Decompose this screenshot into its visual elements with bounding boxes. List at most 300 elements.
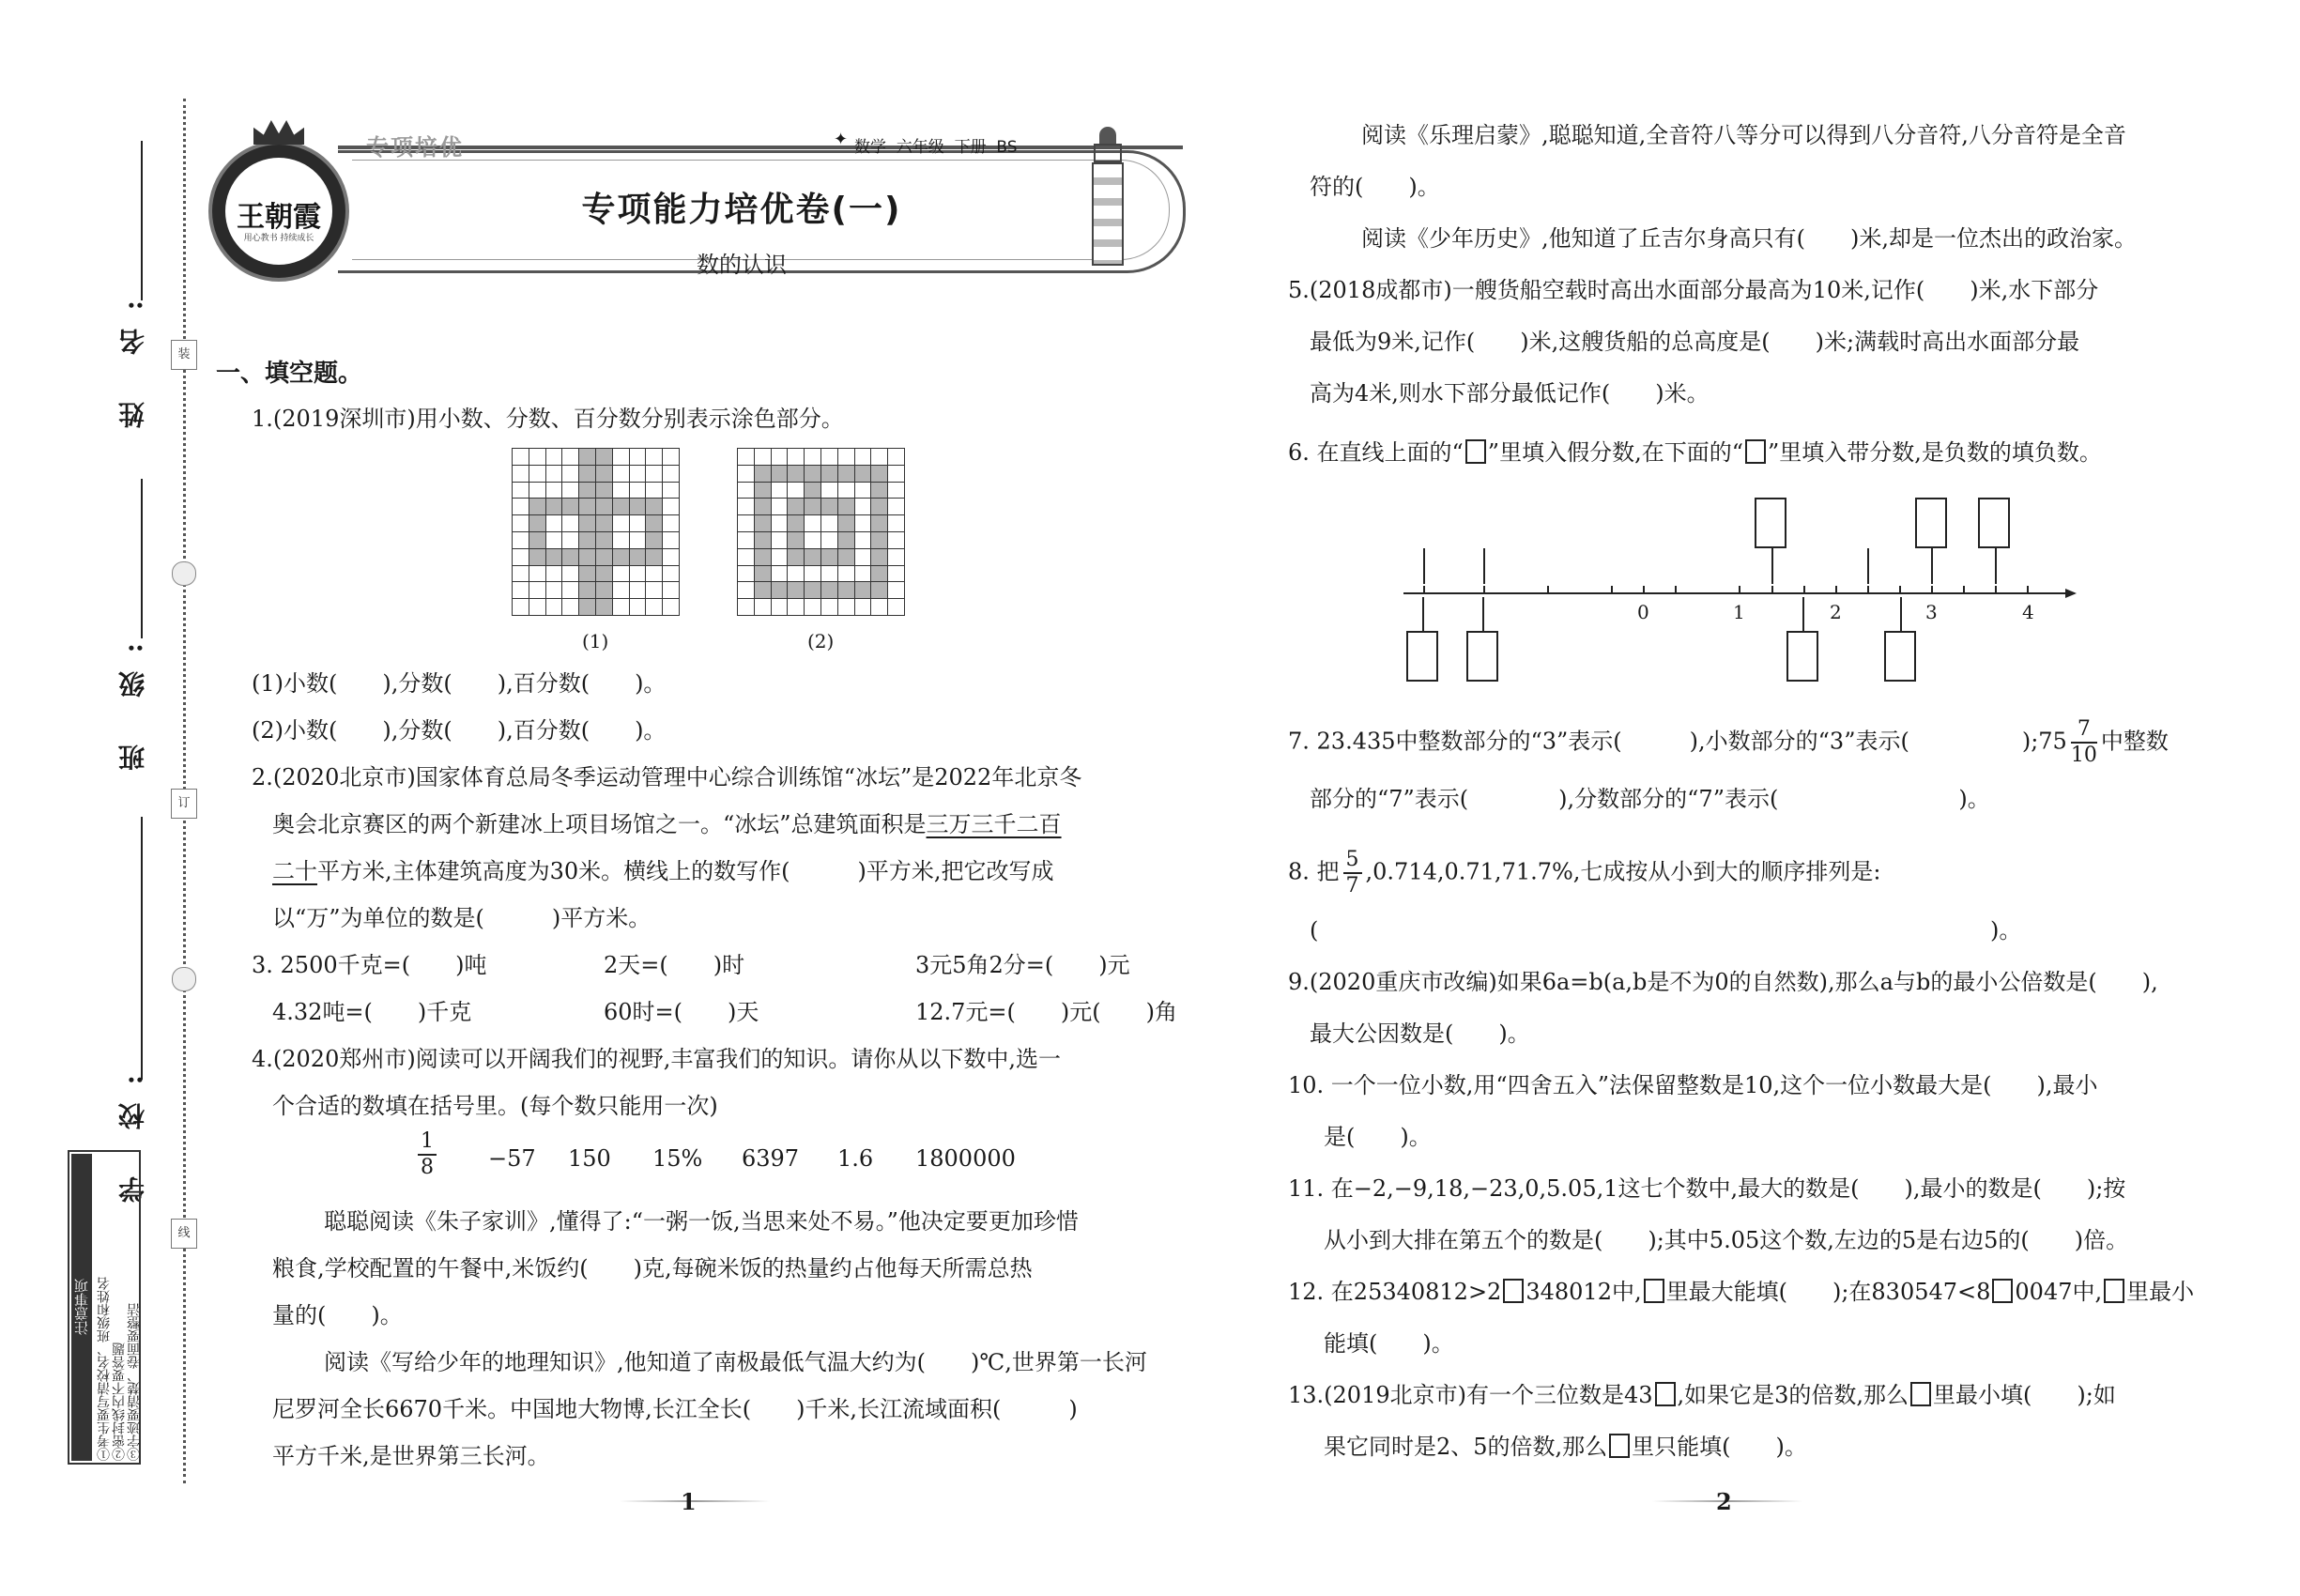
grid-cell <box>854 598 872 616</box>
grid-cell <box>887 482 905 499</box>
grid-cell <box>662 565 680 583</box>
name-label: 姓 名: <box>117 282 148 429</box>
q7-line-1-text: 7. 23.435中整数部分的“3”表示( ),小数部分的“3”表示( );75 <box>1288 728 2067 755</box>
grid-cell <box>645 581 663 599</box>
grid-cell <box>887 598 905 616</box>
q3-item-e[interactable]: 60时=( )天 <box>604 999 759 1025</box>
number-line-tick <box>2027 586 2029 594</box>
q13-text-l2b: 里只能填( )。 <box>1632 1434 1807 1460</box>
grid-cell <box>754 465 772 483</box>
number-line-label: 1 <box>1733 601 1745 623</box>
grid-cell <box>771 465 789 483</box>
grid-cell <box>737 565 755 583</box>
grid-cell <box>837 514 855 532</box>
q6-text-a: 6. 在直线上面的“ <box>1288 439 1464 466</box>
grid-cell <box>854 514 872 532</box>
q4-para4-line1[interactable]: 阅读《少年历史》,他知道了丘吉尔身高只有( )米,却是一位杰出的政治家。 <box>1361 225 2137 252</box>
grid-cell <box>854 548 872 566</box>
grid-cell <box>545 565 563 583</box>
grid-cell <box>771 448 789 466</box>
grid-cell <box>837 482 855 499</box>
q4-number: −57 <box>488 1145 536 1172</box>
grid-cell <box>595 514 613 532</box>
grid-cell <box>887 448 905 466</box>
grid-cell <box>612 548 630 566</box>
grid-cell <box>662 482 680 499</box>
grid-cell <box>804 531 821 549</box>
grid-cell <box>595 448 613 466</box>
grid-cell <box>771 514 789 532</box>
q2-line-3-text: 平方米,主体建筑高度为30米。横线上的数写作( )平方米,把它改写成 <box>317 858 1054 884</box>
number-line-marks <box>1399 488 2093 695</box>
grid-cell <box>612 531 630 549</box>
grid-cell <box>578 448 596 466</box>
grid-cell <box>545 514 563 532</box>
q7-frac-den: 10 <box>2070 744 2097 767</box>
arrow-down-icon <box>1423 548 1425 584</box>
grid-cell <box>804 598 821 616</box>
number-line-tick <box>1899 586 1901 594</box>
grid-cell <box>629 498 647 515</box>
grid-cell <box>645 598 663 616</box>
grid-cell <box>820 514 838 532</box>
grid-cell <box>737 482 755 499</box>
grid-cell <box>595 581 613 599</box>
grid-cell <box>837 498 855 515</box>
grid-cell <box>561 465 579 483</box>
number-line-label: 4 <box>2022 601 2034 623</box>
grid-cell <box>512 581 529 599</box>
square-icon <box>1910 1382 1931 1406</box>
class-label: 班 级: <box>117 624 148 772</box>
notice-item: ①考生要写清校名、班级和姓名 <box>97 1277 112 1461</box>
grid-cell <box>820 531 838 549</box>
grid-cell <box>737 531 755 549</box>
q5-line-1[interactable]: 5.(2018成都市)一艘货船空载时高出水面部分最高为10米,记作( )米,水下部分 <box>1288 277 2099 303</box>
seal-char-2: 订 <box>171 789 197 819</box>
grid-cell <box>804 498 821 515</box>
grid-figure-2 <box>737 448 904 615</box>
grid-cell <box>787 548 805 566</box>
grid-cell <box>804 514 821 532</box>
grid-cell <box>529 598 546 616</box>
q12-line-2[interactable]: 能填( )。 <box>1324 1330 1454 1357</box>
grid-cell <box>595 598 613 616</box>
grid-cell <box>804 482 821 499</box>
grid-cell <box>545 482 563 499</box>
grid-cell <box>870 482 888 499</box>
q8-frac-den: 7 <box>1345 874 1359 898</box>
number-line-tick <box>1739 586 1740 594</box>
grid-cell <box>595 565 613 583</box>
school-line[interactable] <box>141 817 143 1080</box>
q7-line-2[interactable]: 部分的“7”表示( ),分数部分的“7”表示( )。 <box>1310 786 1990 812</box>
name-line[interactable] <box>141 141 143 300</box>
q11-line-1[interactable]: 11. 在−2,−9,18,−23,0,5.05,1这七个数中,最大的数是( ),最小的数是( );按 <box>1288 1175 2126 1202</box>
q13-text-l2a: 果它同时是2、5的倍数,那么 <box>1324 1434 1608 1460</box>
q4-number: 6397 <box>742 1145 800 1172</box>
grid-cell <box>754 514 772 532</box>
grid-cell <box>645 482 663 499</box>
grid-cell <box>529 581 546 599</box>
grid-cell <box>545 465 563 483</box>
grid-cell <box>754 581 772 599</box>
answer-box-above[interactable] <box>1755 498 1786 548</box>
q2-line-2 <box>272 809 1062 839</box>
number-line-label: 0 <box>1637 601 1649 623</box>
q5-line-2[interactable]: 最低为9米,记作( )米,这艘货船的总高度是( )米;满载时高出水面部分最 <box>1310 329 2080 355</box>
grid-cell <box>529 448 546 466</box>
notice-box <box>68 1150 141 1465</box>
grid-cell <box>737 581 755 599</box>
grid-cell <box>545 498 563 515</box>
notice-item: ②密封线内不要答题 <box>112 1343 127 1461</box>
grid-cell <box>787 531 805 549</box>
q13-text-a: 13.(2019北京市)有一个三位数是43 <box>1288 1382 1653 1408</box>
grid-cell <box>645 531 663 549</box>
grid-cell <box>512 548 529 566</box>
class-line[interactable] <box>141 479 143 638</box>
q6-text-b: ”里填入假分数,在下面的“ <box>1487 439 1743 466</box>
grid-cell <box>754 448 772 466</box>
q6-text <box>1288 437 2102 468</box>
grid-cell <box>787 448 805 466</box>
grid-cell <box>595 531 613 549</box>
grid-cell <box>854 448 872 466</box>
grid-cell <box>595 465 613 483</box>
grid-cell <box>662 598 680 616</box>
grid-cell <box>529 565 546 583</box>
grid-cell <box>561 498 579 515</box>
grid-cell <box>854 465 872 483</box>
q4-number: 15% <box>652 1145 703 1172</box>
grid-cell <box>629 548 647 566</box>
grid-cell <box>804 448 821 466</box>
binding-hole <box>172 561 196 586</box>
q12-line-1[interactable] <box>1288 1277 2194 1307</box>
q9-line-2[interactable]: 最大公因数是( )。 <box>1310 1021 1530 1047</box>
q2-line-4[interactable]: 以“万”为单位的数是( )平方米。 <box>272 905 652 931</box>
grid-cell <box>737 498 755 515</box>
arrow-up-icon <box>1422 597 1424 631</box>
grid-cell <box>854 482 872 499</box>
q13-line-2[interactable] <box>1324 1432 1807 1462</box>
q3-item-b[interactable]: 2天=( )时 <box>604 952 745 978</box>
grid-cell <box>629 448 647 466</box>
q4-number: 1800000 <box>915 1145 1016 1172</box>
grid-cell <box>545 448 563 466</box>
header-rule <box>338 146 1183 149</box>
q3-item-c[interactable]: 3元5角2分=( )元 <box>915 952 1130 978</box>
q13-line-1[interactable] <box>1288 1380 2116 1410</box>
square-icon <box>1644 1279 1664 1303</box>
q13-text-c: 里最小填( );如 <box>1933 1382 2116 1408</box>
grid-cell <box>561 448 579 466</box>
number-line-tick <box>1423 586 1425 594</box>
grid-cell <box>854 531 872 549</box>
answer-box-below[interactable] <box>1786 631 1818 682</box>
q1-answer-2[interactable]: (2)小数( ),分数( ),百分数( )。 <box>252 717 667 744</box>
sparkle-icon: ✦ <box>834 130 849 149</box>
grid-cell <box>645 498 663 515</box>
q1-answer-1[interactable]: (1)小数( ),分数( ),百分数( )。 <box>252 670 667 697</box>
grid-cell <box>887 465 905 483</box>
q7-line-1[interactable] <box>1288 719 2169 766</box>
grid-cell <box>561 514 579 532</box>
square-icon <box>1992 1279 2013 1303</box>
grid-cell <box>820 448 838 466</box>
number-line-tick <box>1931 586 1933 594</box>
grid-cell <box>662 498 680 515</box>
grid-cell <box>771 565 789 583</box>
answer-box-above[interactable] <box>1915 498 1947 548</box>
grid-cell <box>820 581 838 599</box>
grid-figure-1 <box>512 448 679 615</box>
number-line-label: 3 <box>1925 601 1938 623</box>
grid-cell <box>820 565 838 583</box>
grid-caption-1: (1) <box>582 630 609 652</box>
page-number-2: 2 <box>1716 1488 1732 1515</box>
answer-box-below[interactable] <box>1406 631 1438 682</box>
grid-cell <box>754 498 772 515</box>
number-line-tick <box>1547 586 1549 594</box>
q4-para2-line3: 平方千米,是世界第三长河。 <box>272 1443 550 1469</box>
grid-cell <box>820 465 838 483</box>
arrow-down-icon <box>1483 548 1485 584</box>
grid-cell <box>787 498 805 515</box>
grid-cell <box>629 565 647 583</box>
grid-cell <box>870 498 888 515</box>
grid-cell <box>737 465 755 483</box>
grid-cell <box>629 531 647 549</box>
grid-cell <box>837 548 855 566</box>
q8-frac-num: 5 <box>1343 850 1362 874</box>
number-line-label: 2 <box>1830 601 1842 623</box>
grid-cell <box>629 598 647 616</box>
grid-cell <box>837 598 855 616</box>
grid-cell <box>754 548 772 566</box>
grid-cell <box>804 548 821 566</box>
school-label: 学 校: <box>117 1056 148 1204</box>
grid-cell <box>737 514 755 532</box>
crown-icon <box>253 120 304 145</box>
grid-cell <box>529 465 546 483</box>
grid-cell <box>662 514 680 532</box>
q1-text: 1.(2019深圳市)用小数、分数、百分数分别表示涂色部分。 <box>252 406 844 432</box>
grid-cell <box>854 581 872 599</box>
grid-cell <box>512 482 529 499</box>
grid-cell <box>561 548 579 566</box>
answer-box-above[interactable] <box>1978 498 2010 548</box>
notice-title: 注意事项 <box>71 1154 92 1461</box>
q5-line-3[interactable]: 高为4米,则水下部分最低记作( )米。 <box>1310 380 1710 407</box>
grid-cell <box>578 598 596 616</box>
grid-cell <box>629 581 647 599</box>
seal-char-1: 装 <box>171 340 197 370</box>
grid-cell <box>612 598 630 616</box>
q4-line-2: 个合适的数填在括号里。(每个数只能用一次) <box>272 1093 718 1119</box>
arrow-up-icon <box>1482 597 1484 631</box>
grid-cell <box>870 531 888 549</box>
number-line-tick <box>1611 586 1613 594</box>
q9-line-1[interactable]: 9.(2020重庆市改编)如果6a=b(a,b是不为0的自然数),那么a与b的最小公倍数是( ), <box>1288 969 2158 995</box>
grid-cell <box>529 514 546 532</box>
grid-cell <box>887 565 905 583</box>
grid-cell <box>771 598 789 616</box>
arrow-down-icon <box>1771 548 1773 584</box>
grid-cell <box>561 531 579 549</box>
grid-cell <box>612 581 630 599</box>
grid-cell <box>854 498 872 515</box>
q13-text-b: ,如果它是3的倍数,那么 <box>1677 1382 1909 1408</box>
arrow-up-icon <box>1900 597 1902 631</box>
grid-cell <box>837 531 855 549</box>
q8-answer-open[interactable]: ( <box>1310 917 1319 944</box>
q4-frac-num: 1 <box>418 1131 437 1156</box>
number-line-tick <box>1835 586 1837 594</box>
grid-cell <box>595 548 613 566</box>
grid-cell <box>771 498 789 515</box>
grid-cell <box>561 598 579 616</box>
q7-line-1-end: 中整数 <box>2100 728 2169 755</box>
grid-cell <box>595 498 613 515</box>
grid-cell <box>870 598 888 616</box>
q4-para2-line1[interactable]: 阅读《写给少年的地理知识》,他知道了南极最低气温大约为( )℃,世界第一长河 <box>324 1349 1147 1375</box>
grid-cell <box>804 581 821 599</box>
grid-cell <box>787 581 805 599</box>
grid-cell <box>578 531 596 549</box>
square-icon <box>2104 1279 2124 1303</box>
number-line-tick <box>1483 586 1485 594</box>
number-line-tick <box>1867 586 1869 594</box>
grid-cell <box>645 465 663 483</box>
q4-para1-line3[interactable]: 量的( )。 <box>272 1302 403 1328</box>
grid-cell <box>787 482 805 499</box>
grid-cell <box>837 581 855 599</box>
grid-cell <box>629 514 647 532</box>
number-line-tick <box>1963 586 1965 594</box>
grid-cell <box>662 531 680 549</box>
q10-line-2[interactable]: 是( )。 <box>1324 1124 1432 1150</box>
grid-cell <box>612 565 630 583</box>
grid-cell <box>629 482 647 499</box>
grid-cell <box>887 531 905 549</box>
grid-cell <box>820 598 838 616</box>
answer-box-below[interactable] <box>1884 631 1916 682</box>
grid-cell <box>754 598 772 616</box>
number-line-tick <box>1643 586 1645 594</box>
grid-cell <box>870 548 888 566</box>
grid-cell <box>578 581 596 599</box>
grid-cell <box>645 514 663 532</box>
q10-line-1[interactable]: 10. 一个一位小数,用“四舍五入”法保留整数是10,这个一位小数最大是( ),最小 <box>1288 1072 2098 1098</box>
q12-text-a: 12. 在25340812>2 <box>1288 1279 1502 1305</box>
grid-cell <box>512 498 529 515</box>
q3-item-d[interactable]: 4.32吨=( )千克 <box>272 999 472 1025</box>
square-icon <box>1609 1434 1630 1458</box>
q3-item-f[interactable]: 12.7元=( )元( )角 <box>915 999 1177 1025</box>
grid-cell <box>754 482 772 499</box>
number-line-tick <box>1675 586 1677 594</box>
arrow-down-icon <box>1867 548 1869 584</box>
grid-cell <box>645 548 663 566</box>
page-title: 专项能力培优卷(一) <box>581 191 902 229</box>
q8-answer-close: )。 <box>1990 917 2022 944</box>
q3-item-a[interactable]: 3. 2500千克=( )吨 <box>252 952 487 978</box>
grid-cell <box>820 498 838 515</box>
q4-frac-den: 8 <box>421 1156 434 1179</box>
q11-line-2[interactable]: 从小到大排在第五个的数是( );其中5.05这个数,左边的5是右边5的( )倍。 <box>1324 1227 2129 1253</box>
number-line-tick <box>1771 586 1773 594</box>
grid-cell <box>870 581 888 599</box>
q12-text-b: 348012中, <box>1526 1279 1642 1305</box>
q2-underlined-number-end: 二十 <box>272 858 317 884</box>
grid-cell <box>771 581 789 599</box>
q4-para1-line1: 聪聪阅读《朱子家训》,懂得了:“一粥一饭,当思来处不易。”他决定要更加珍惜 <box>324 1208 1079 1235</box>
grid-cell <box>662 548 680 566</box>
binding-hole <box>172 967 196 991</box>
q2-underlined-number: 三万三千二百 <box>926 811 1062 837</box>
q7-frac-num: 7 <box>2071 719 2097 744</box>
q2-line-1: 2.(2020北京市)国家体育总局冬季运动管理中心综合训练馆“冰坛”是2022年北京冬 <box>252 764 1082 790</box>
q8-text-a: 8. 把 <box>1288 858 1340 885</box>
q4-para1-line2[interactable]: 粮食,学校配置的午餐中,米饭约( )克,每碗米饭的热量约占他每天所需总热 <box>272 1255 1033 1281</box>
grid-cell <box>662 581 680 599</box>
q4-fraction <box>418 1131 437 1178</box>
q12-text-d: 0047中, <box>2015 1279 2103 1305</box>
q12-text-c: 里最大能填( );在830547<8 <box>1665 1279 1991 1305</box>
grid-cell <box>529 482 546 499</box>
seal-char-3: 线 <box>171 1219 197 1249</box>
grid-cell <box>529 531 546 549</box>
square-icon <box>1745 439 1766 464</box>
grid-cell <box>754 565 772 583</box>
grid-cell <box>870 465 888 483</box>
logo-subtext: 用心教书 持续成长 <box>243 234 314 243</box>
grid-cell <box>578 514 596 532</box>
grid-cell <box>804 565 821 583</box>
grid-cell <box>578 565 596 583</box>
arrow-down-icon <box>1995 548 1997 584</box>
grid-cell <box>820 548 838 566</box>
grid-cell <box>578 465 596 483</box>
grid-cell <box>545 548 563 566</box>
grid-cell <box>837 565 855 583</box>
page-subtitle: 数的认识 <box>697 252 787 278</box>
q4-para2-line2[interactable]: 尼罗河全长6670千米。中国地大物博,长江全长( )千米,长江流域面积( ) <box>272 1396 1078 1422</box>
q6-text-c: ”里填入带分数,是负数的填负数。 <box>1767 439 2102 466</box>
grid-cell <box>545 581 563 599</box>
q4-para3-line2[interactable]: 符的( )。 <box>1310 174 1440 200</box>
lighthouse-icon <box>1084 127 1131 268</box>
q8-text-b: ,0.714,0.71,71.7%,七成按从小到大的顺序排列是: <box>1365 858 1881 885</box>
grid-cell <box>737 548 755 566</box>
answer-box-below[interactable] <box>1466 631 1498 682</box>
grid-cell <box>787 565 805 583</box>
grid-cell <box>612 448 630 466</box>
grid-cell <box>578 482 596 499</box>
grid-cell <box>545 598 563 616</box>
grid-cell <box>529 498 546 515</box>
q2-line-3[interactable] <box>272 856 1054 886</box>
square-icon <box>1465 439 1486 464</box>
grid-cell <box>612 514 630 532</box>
grid-cell <box>578 498 596 515</box>
grid-cell <box>870 514 888 532</box>
q8-line-1 <box>1288 850 1881 897</box>
grid-cell <box>645 565 663 583</box>
q4-number: 150 <box>568 1145 611 1172</box>
